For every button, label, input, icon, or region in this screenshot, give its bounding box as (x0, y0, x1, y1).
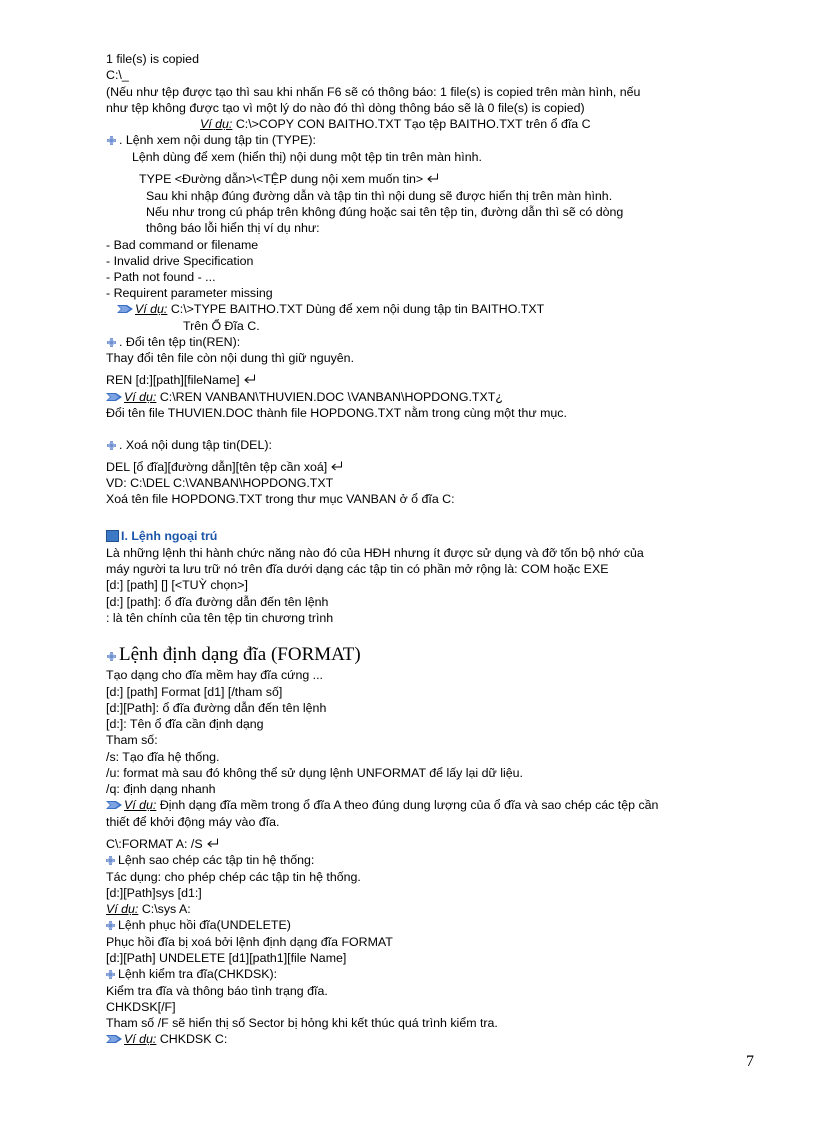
text-line: máy người ta lưu trữ nó trên đĩa dưới dạng các tập tin có phần mở rộng là: COM hoặc EXE (106, 562, 609, 576)
text-line: Nếu như trong cú pháp trên không đúng hoặc sai tên tệp tin, đường dẫn thì sẽ có dòng (146, 205, 624, 219)
arrow-bullet-icon (106, 800, 122, 810)
text-line: Sau khi nhập đúng đường dẫn và tập tin thì nội dung sẽ được hiển thị trên màn hình. (146, 189, 613, 203)
text-line: Tham số: (106, 733, 158, 747)
bullet-icon (106, 921, 115, 930)
subheading-line (106, 917, 291, 933)
return-icon (244, 374, 256, 385)
text-line: /q: định dạng nhanh (106, 782, 216, 796)
page-number: 7 (746, 1053, 754, 1070)
section-heading-text: . Xoá nội dung tập tin(DEL): (119, 438, 272, 452)
bullet-icon (107, 441, 116, 450)
example-line (117, 301, 544, 317)
example-label: Ví dụ: (124, 1032, 157, 1046)
text-line: Là những lệnh thi hành chức năng nào đó của HĐH nhưng ít được sử dụng và đỡ tốn bộ nhớ của (106, 546, 644, 560)
list-item: - Path not found - ... (106, 270, 216, 284)
bullet-icon (107, 136, 116, 145)
heading-text: Lệnh định dạng đĩa (FORMAT) (119, 644, 361, 665)
bullet-icon (106, 856, 115, 865)
list-item: - Requirent parameter missing (106, 286, 273, 300)
example-line (106, 1031, 227, 1047)
return-icon (427, 173, 439, 184)
text-line: [d:][Path] UNDELETE [d1][path1][file Name] (106, 951, 347, 965)
arrow-bullet-icon (106, 392, 122, 402)
subheading-text: Lệnh kiểm tra đĩa(CHKDSK): (118, 967, 278, 981)
example-line (106, 797, 658, 813)
example-text: Định dạng đĩa mềm trong ổ đĩa A theo đúng dung lượng của ổ đĩa và sao chép các tệp cần (156, 798, 659, 812)
subheading-text: Lệnh phục hồi đĩa(UNDELETE) (118, 918, 291, 932)
example-text: C:\>COPY CON BAITHO.TXT Tạo tệp BAITHO.TXT trên ổ đĩa C (232, 117, 591, 131)
text-line: thông báo lỗi hiển thị ví dụ như: (146, 221, 320, 235)
example-line (106, 389, 503, 405)
example-text: C:\sys A: (138, 902, 191, 916)
example-text: C:\REN VANBAN\THUVIEN.DOC \VANBAN\HOPDONG.TXT¿ (156, 390, 503, 404)
section-heading-del (107, 437, 272, 453)
list-item: - Invalid drive Specification (106, 254, 254, 268)
section-heading-text: . Lệnh xem nội dung tập tin (TYPE): (119, 133, 316, 147)
example-line (200, 116, 591, 132)
text-line: 1 file(s) is copied (106, 52, 199, 66)
bullet-icon (106, 970, 115, 979)
text-line: Kiểm tra đĩa và thông báo tình trạng đĩa. (106, 984, 328, 998)
text-line: [d:][Path]: ổ đĩa đường dẫn đến tên lệnh (106, 701, 327, 715)
return-icon (331, 461, 343, 472)
text-line: [d:] [path]: ổ đĩa đường dẫn đến tên lệnh (106, 595, 329, 609)
example-label: Ví dụ: (124, 798, 157, 812)
text-line: (Nếu như tệp được tạo thì sau khi nhấn F6 sẽ có thông báo: 1 file(s) is copied trên màn hình, nếu (106, 85, 641, 99)
example-label: Ví dụ: (135, 302, 168, 316)
text-line: Tạo dạng cho đĩa mềm hay đĩa cứng ... (106, 668, 323, 682)
text-line: VD: C:\DEL C:\VANBAN\HOPDONG.TXT (106, 476, 334, 490)
syntax-line (106, 836, 219, 852)
syntax-line (106, 372, 256, 388)
example-label: Ví dụ: (106, 902, 139, 916)
section-heading-text: . Đổi tên tệp tin(REN): (119, 335, 241, 349)
text-line: [d:][Path]sys [d1:] (106, 886, 202, 900)
example-label: Ví dụ: (124, 390, 157, 404)
subheading-line (106, 852, 314, 868)
text-line: Xoá tên file HOPDONG.TXT trong thư mục VANBAN ở ổ đĩa C: (106, 492, 455, 506)
subheading-line (106, 966, 277, 982)
text-line: [d:]: Tên ổ đĩa cần định dạng (106, 717, 264, 731)
text-line: thiết để khởi động máy vào đĩa. (106, 815, 280, 829)
arrow-bullet-icon (117, 304, 133, 314)
section-heading-external (106, 528, 217, 544)
arrow-bullet-icon (106, 1034, 122, 1044)
text-line: : là tên chính của tên tệp tin chương trình (106, 611, 334, 625)
text-line: Trên Ổ Đĩa C. (183, 319, 260, 333)
heading-text: I. Lệnh ngoại trú (121, 529, 218, 543)
text-line: Lệnh dùng để xem (hiển thị) nội dung một tệp tin trên màn hình. (132, 150, 482, 164)
example-label: Ví dụ: (200, 117, 233, 131)
subheading-text: Lệnh sao chép các tập tin hệ thống: (118, 853, 315, 867)
text-line: Đổi tên file THUVIEN.DOC thành file HOPDONG.TXT nằm trong cùng một thư mục. (106, 406, 567, 420)
text-line: Thay đổi tên file còn nội dung thì giữ nguyên. (106, 351, 355, 365)
section-heading-ren (107, 334, 240, 350)
text-line: CHKDSK[/F] (106, 1000, 176, 1014)
syntax-text: C\:FORMAT A: /S (106, 837, 203, 851)
text-line: Tác dụng: cho phép chép các tập tin hệ thống. (106, 870, 361, 884)
text-line: /u: format mà sau đó không thể sử dụng lệnh UNFORMAT để lấy lại dữ liệu. (106, 766, 523, 780)
text-line: như tệp không được tạo vì một lý do nào đó thì dòng thông báo sẽ là 0 file(s) is copied) (106, 101, 585, 115)
syntax-text: DEL [ổ đĩa][đường dẫn][tên tệp cần xoá] (106, 460, 328, 474)
section-heading-type (107, 132, 316, 148)
syntax-text: TYPE <Đường dẫn>\<TỆP dung nội xem muốn tin> (139, 172, 424, 186)
syntax-line (139, 171, 439, 187)
text-line: Tham số /F sẽ hiển thị số Sector bị hỏng khi kết thúc quá trình kiểm tra. (106, 1016, 498, 1030)
text-line: [d:] [path] Format [d1] [/tham số] (106, 685, 283, 699)
example-text: CHKDSK C: (156, 1032, 228, 1046)
bullet-icon (107, 652, 116, 661)
text-line: [d:] [path] [] [<TUỲ chọn>] (106, 578, 248, 592)
syntax-line (106, 459, 343, 475)
bullet-icon (107, 338, 116, 347)
text-line: Phục hồi đĩa bị xoá bởi lệnh định dạng đĩa FORMAT (106, 935, 393, 949)
syntax-text: REN [d:][path][fileName] (106, 373, 240, 387)
example-line (106, 901, 191, 917)
return-icon (207, 838, 219, 849)
text-line: /s: Tạo đĩa hệ thống. (106, 750, 220, 764)
text-line: C:\_ (106, 68, 129, 82)
list-item: - Bad command or filename (106, 238, 259, 252)
example-text: C:\>TYPE BAITHO.TXT Dùng để xem nội dung tập tin BAITHO.TXT (167, 302, 545, 316)
section-heading-format (107, 644, 361, 666)
heading-icon (106, 530, 119, 542)
